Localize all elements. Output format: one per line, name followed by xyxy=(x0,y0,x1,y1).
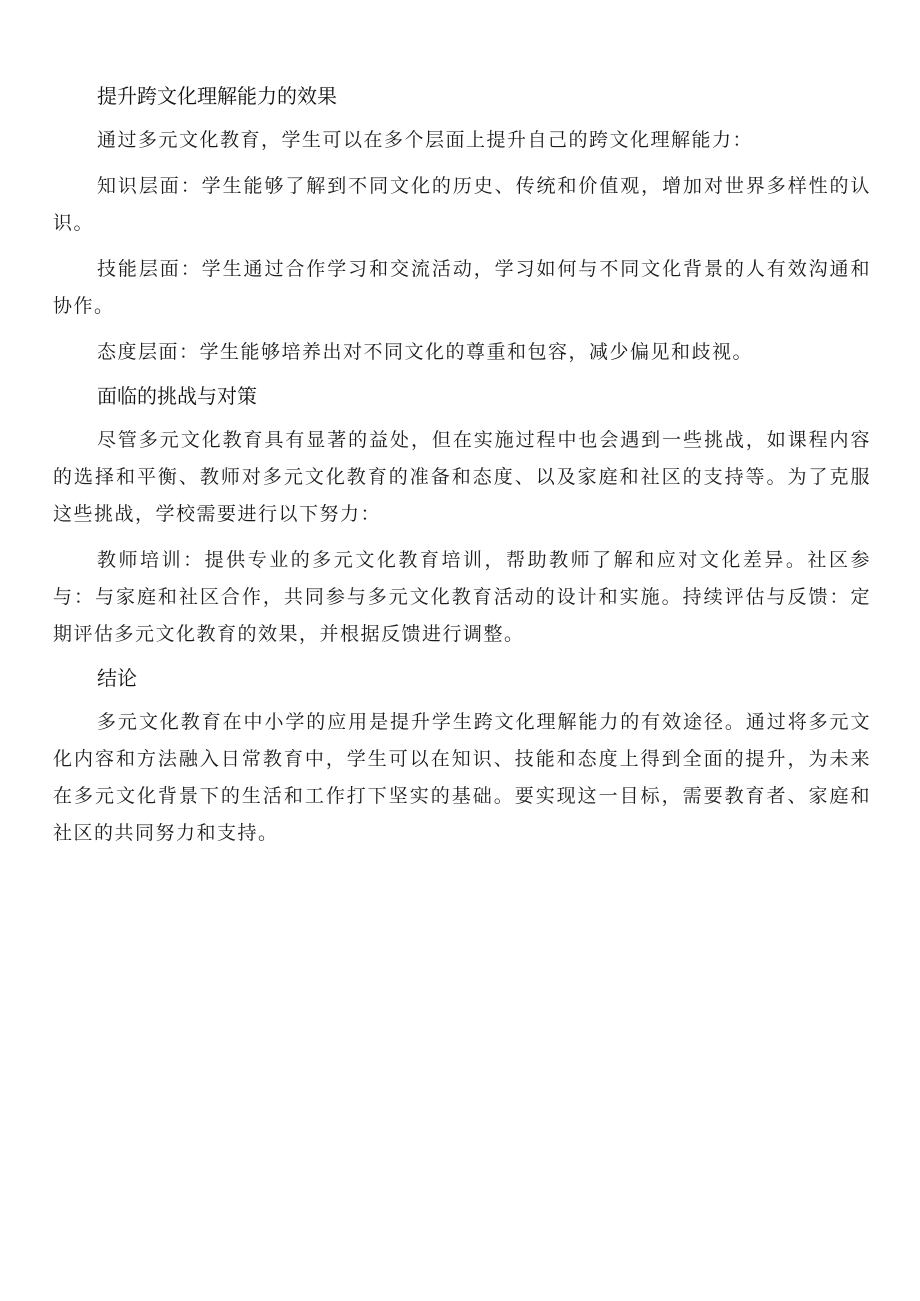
paragraph-conclusion: 多元文化教育在中小学的应用是提升学生跨文化理解能力的有效途径。通过将多元文化内容和方法融入日常教育中，学生可以在知识、技能和态度上得到全面的提升，为未来在多元文化背景下的生活和工作打下坚实的基础。要实现这一目标，需要教育者、家庭和社区的共同努力和支持。 xyxy=(53,711,871,844)
paragraph-attitude-level: 态度层面：学生能够培养出对不同文化的尊重和包容，减少偏见和歧视。 xyxy=(97,341,754,363)
paragraph-skill-level: 技能层面：学生通过合作学习和交流活动，学习如何与不同文化背景的人有效沟通和协作。 xyxy=(53,258,871,317)
section-heading-effects: 提升跨文化理解能力的效果 xyxy=(97,84,337,108)
paragraph-intro: 通过多元文化教育，学生可以在多个层面上提升自己的跨文化理解能力： xyxy=(97,129,754,151)
paragraph-knowledge-level: 知识层面：学生能够了解到不同文化的历史、传统和价值观，增加对世界多样性的认识。 xyxy=(53,175,871,234)
document-body xyxy=(53,80,871,861)
section-heading-challenges: 面临的挑战与对策 xyxy=(97,384,257,408)
paragraph-measures: 教师培训：提供专业的多元文化教育培训，帮助教师了解和应对文化差异。社区参与：与家庭和社区合作，共同参与多元文化教育活动的设计和实施。持续评估与反馈：定期评估多元文化教育的效果，并根据反馈进行调整。 xyxy=(53,549,871,645)
paragraph-challenges: 尽管多元文化教育具有显著的益处，但在实施过程中也会遇到一些挑战，如课程内容的选择和平衡、教师对多元文化教育的准备和态度、以及家庭和社区的支持等。为了克服这些挑战，学校需要进行以下努力： xyxy=(53,429,871,525)
section-heading-conclusion: 结论 xyxy=(97,666,137,690)
